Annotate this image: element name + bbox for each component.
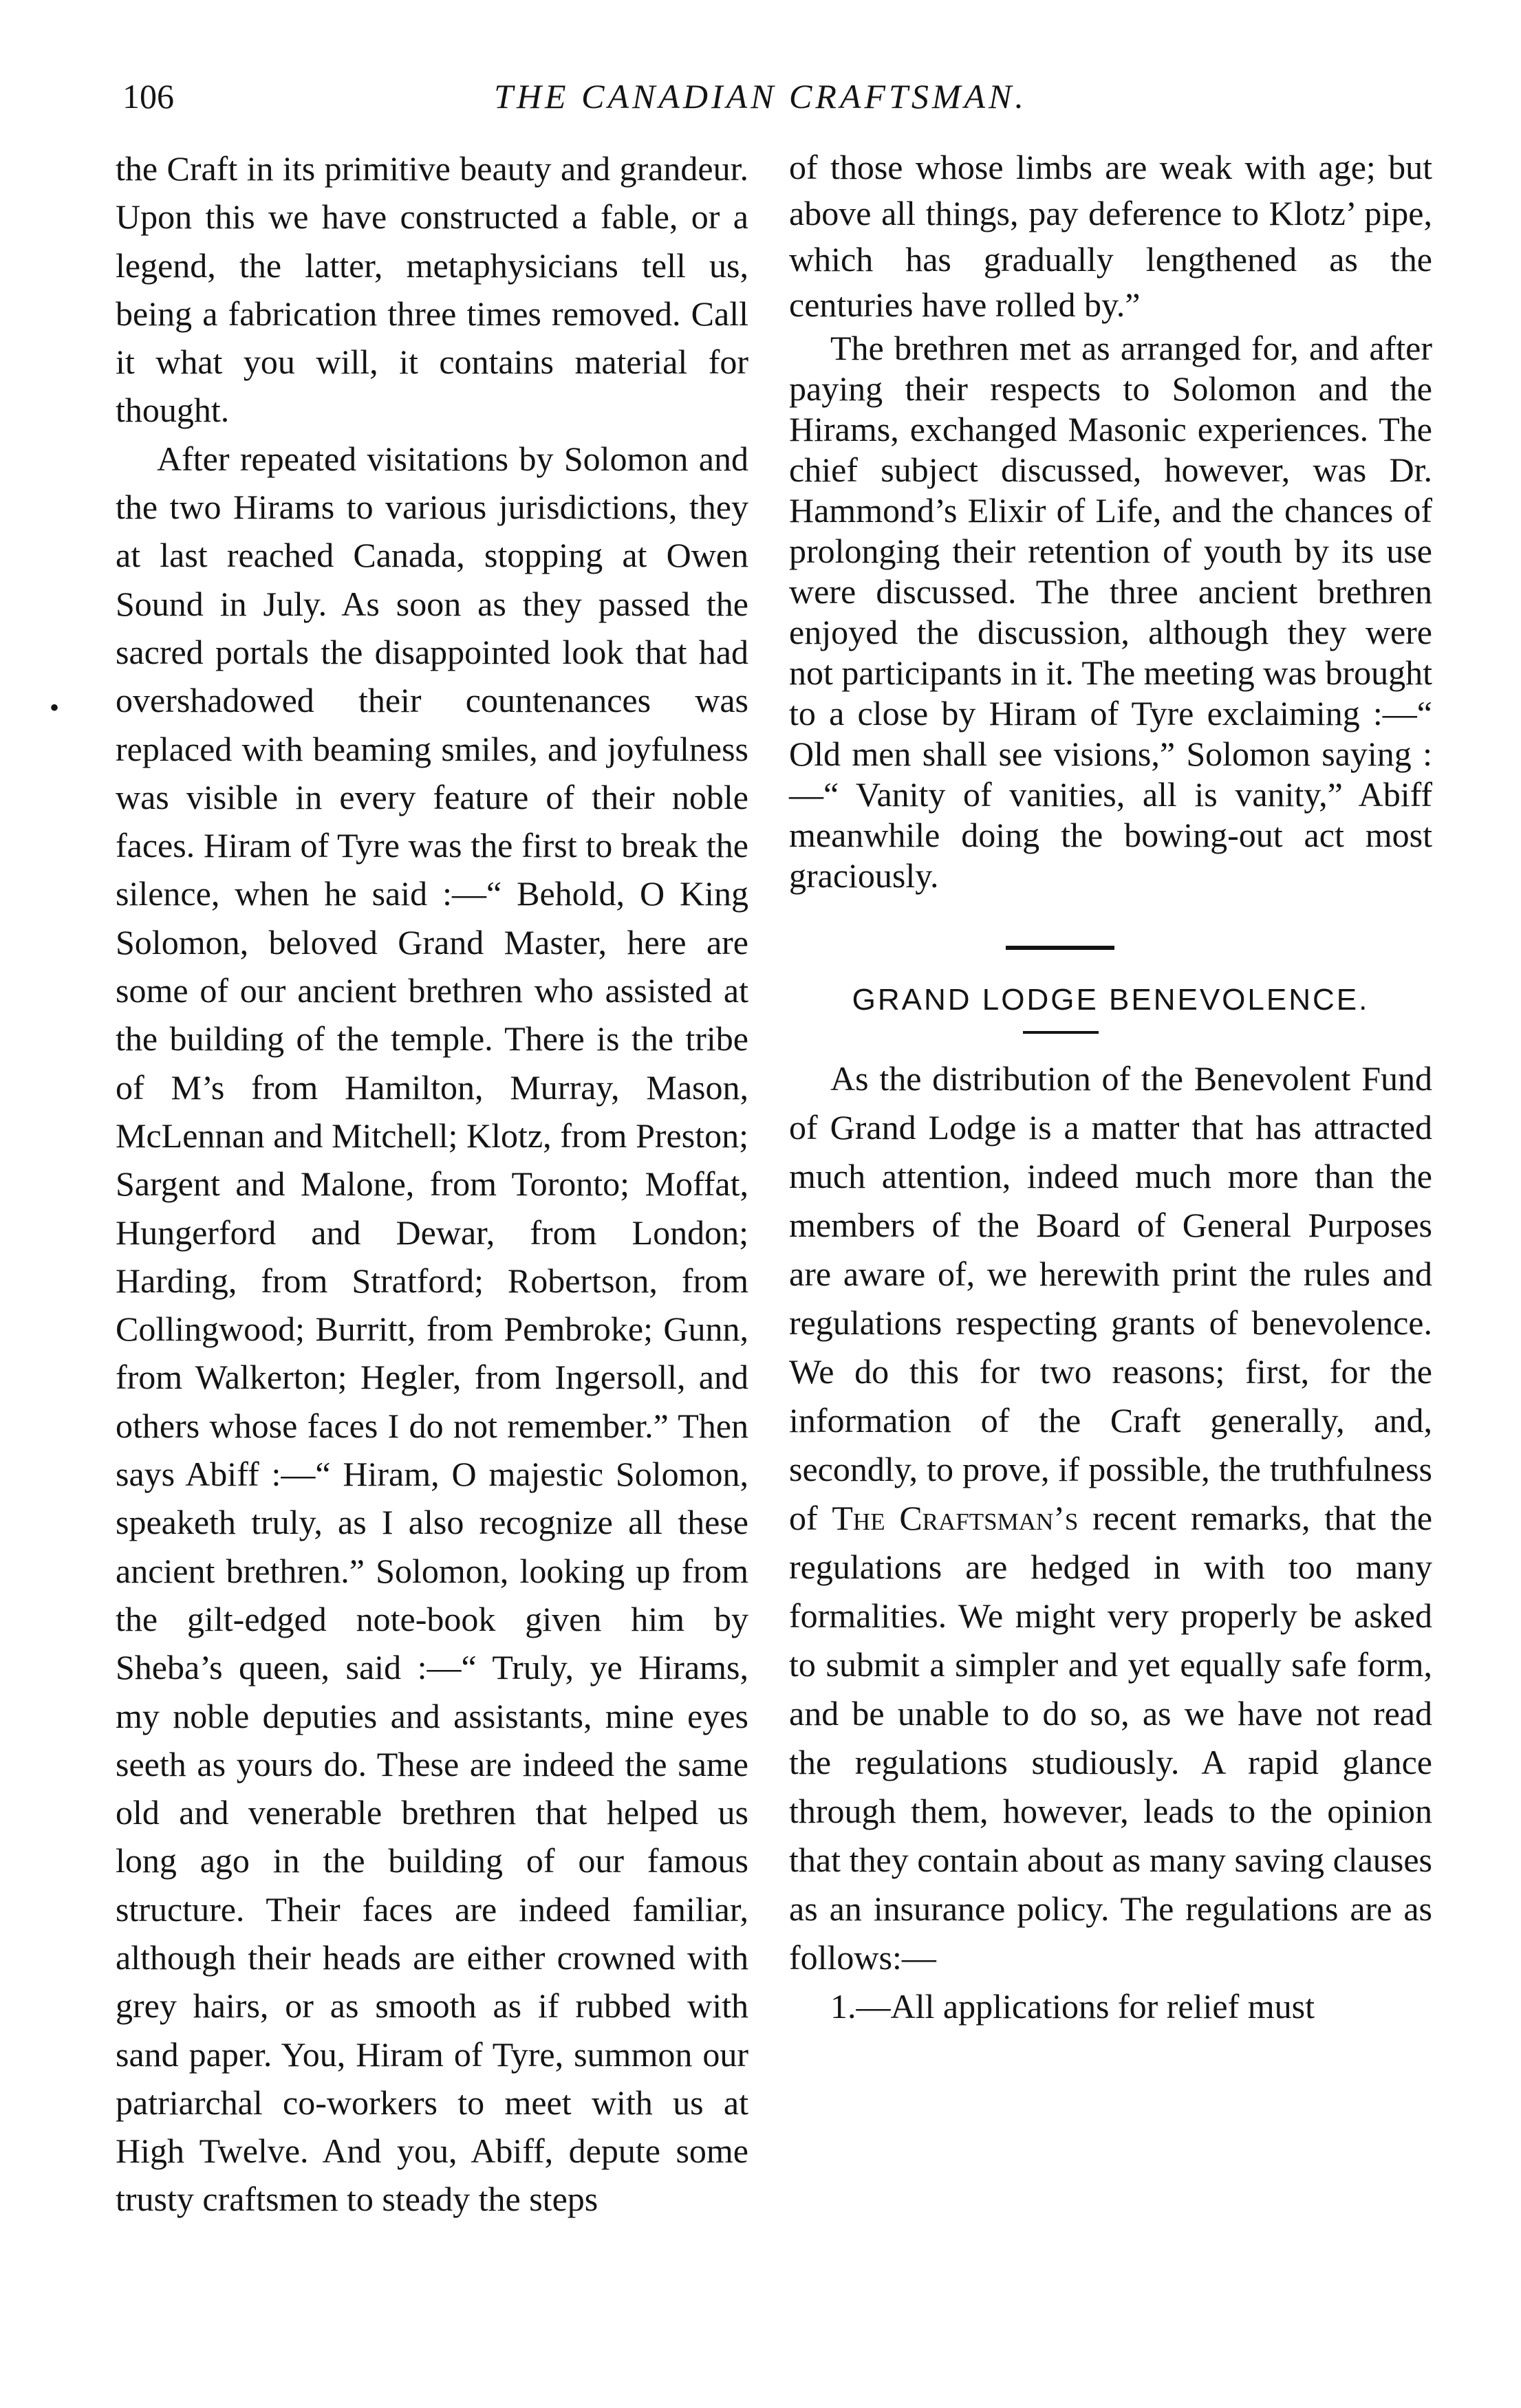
section-heading: GRAND LODGE BENEVOLENCE. xyxy=(852,983,1370,1017)
right-column xyxy=(789,144,1432,2031)
margin-mark: • xyxy=(50,692,60,723)
right-paragraph-2: The brethren met as arranged for, and after paying their respects to Solomon and the Hirams, exchanged Masonic experiences. The chief subject discussed, however, was Dr. Hammond’s Elixir of Life, and the chances of prolonging their retention of youth by its use were discussed. The three ancient brethren enjoyed the discussion, although they were not participants in it. The meeting was brought to a close by Hiram of Tyre exclaiming :—“ Old men shall see visions,” Solomon saying :—“ Vanity of vanities, all is vanity,” Abiff meanwhile doing the bowing-out act most graciously. xyxy=(789,329,1433,896)
left-paragraph-1: the Craft in its primitive beauty and grandeur. Upon this we have constructed a fable, or a legend, the latter, metaphysicians tell us, being a fabrication three times removed. Call it what you will, it contains material for thought. xyxy=(116,149,748,430)
page-number: 106 xyxy=(122,77,174,116)
running-head xyxy=(0,69,1521,124)
left-paragraph-2: After repeated visitations by Solomon and the two Hirams to various jurisdictions, they at last reached Canada, stopping at Owen Sound in July. As soon as they passed the sacred portals the disappointed look that had overshadowed their countenances was replaced with beaming smiles, and joyfulness was visible in every feature of their noble faces. Hiram of Tyre was the first to break the silence, when he said :—“ Behold, O King Solomon, beloved Grand Master, here are some of our ancient brethren who assisted at the building of the temple. There is the tribe of M’s from Hamilton, Murray, Mason, McLennan and Mitchell; Klotz, from Preston; Sargent and Malone, from Toronto; Moffat, Hungerford and Dewar, from London; Harding, from Stratford; Robertson, from Collingwood; Burritt, from Pembroke; Gunn, from Walkerton; Hegler, from Ingersoll, and others whose faces I do not remember.” Then says Abiff :—“ Hiram, O majestic Solomon, speaketh truly, as I also recognize all these ancient brethren.” Solomon, looking up from the gilt-edged note-book given him by Sheba’s queen, said :—“ Truly, ye Hirams, my noble deputies and assistants, mine eyes seeth as yours do. These are indeed the same old and venerable brethren that helped us long ago in the building of our famous structure. Their faces are indeed familiar, although their heads are either crowned with grey hairs, or as smooth as if rubbed with sand paper. You, Hiram of Tyre, summon our patriarchal co-workers to meet with us at High Twelve. And you, Abiff, depute some trusty craftsmen to steady the steps xyxy=(116,439,748,2219)
section-rule-bottom xyxy=(1023,1031,1099,1034)
journal-name-small-caps: The Craftsman’s xyxy=(832,1499,1079,1538)
left-column xyxy=(116,144,748,2224)
right-paragraph-3 xyxy=(789,1054,1432,1982)
section-rule-top xyxy=(1006,946,1114,950)
section-gap xyxy=(789,896,1432,946)
right-paragraph-4: 1.—All applications for relief must xyxy=(830,1987,1315,2026)
paragraph-3-text-a: As the distribution of the Benevolent Fund of Grand Lodge is a matter that has attracted much attention, indeed much more than the members of the Board of General Purposes are aware of, we herewith print the rules and regulations respecting grants of benevolence. We do this for two reasons; first, for the information of the Craft generally, and, secondly, to prove, if possible, the truthfulness of xyxy=(789,1059,1432,1538)
right-paragraph-1: of those whose limbs are weak with age; but above all things, pay deference to Klotz’ pipe, which has gradually lengthened as the centuries have rolled by.” xyxy=(789,148,1432,325)
journal-title: THE CANADIAN CRAFTSMAN. xyxy=(494,77,1027,116)
paragraph-3-text-b: recent remarks, that the regulations are hedged in with too many formalities. We might very properly be asked to submit a simpler and yet equally safe form, and be unable to do so, as we have not read the regulations studiously. A rapid glance through them, however, leads to the opinion that they contain about as many saving clauses as an insurance policy. The regulations are as follows:— xyxy=(789,1499,1433,1977)
